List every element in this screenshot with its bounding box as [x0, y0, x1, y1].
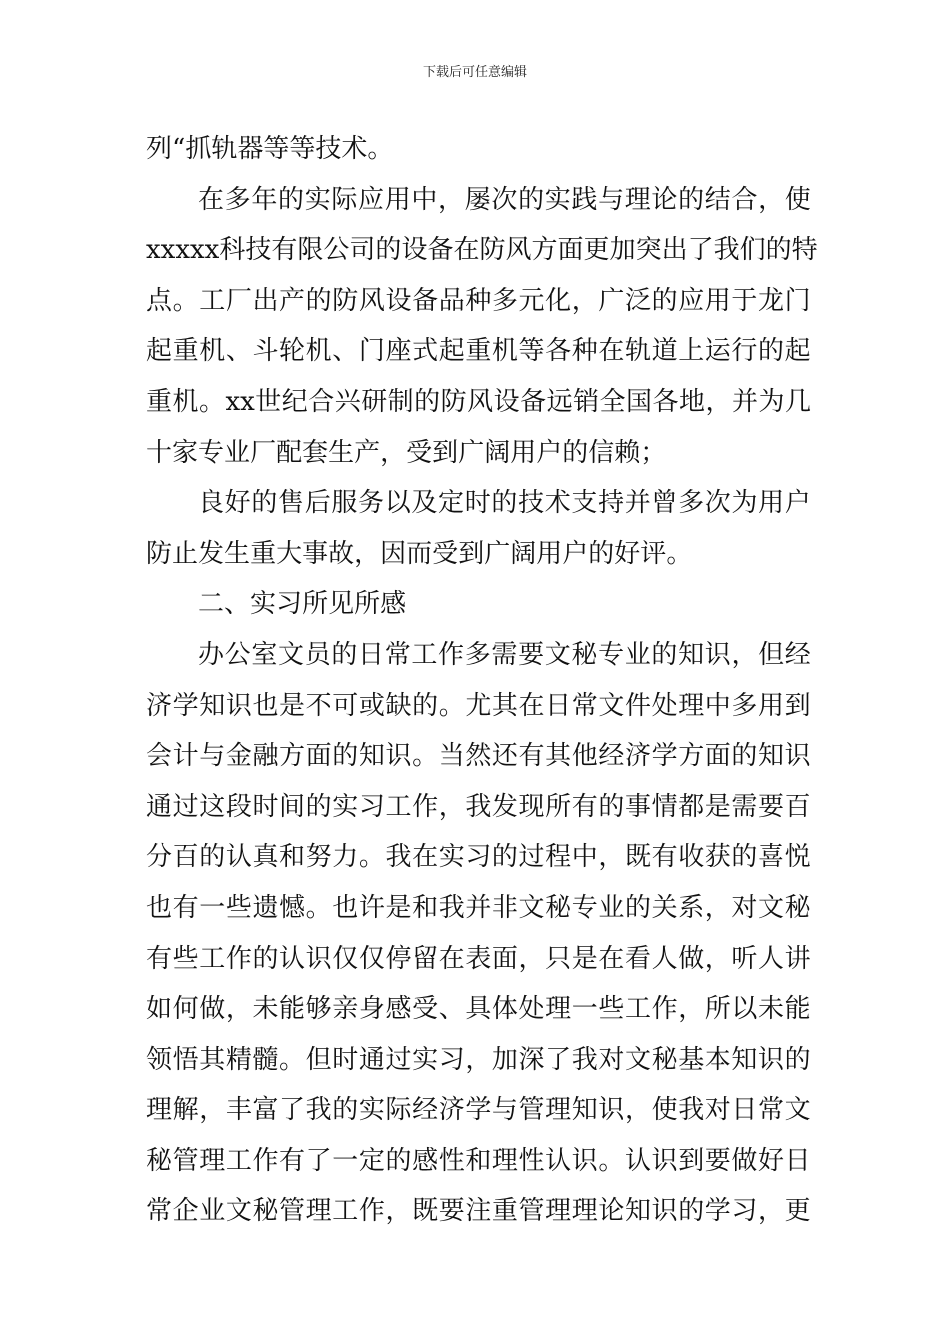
text-line: 会 计 与 金 融 方 面 的 知 识 。 当 然 还 有 其 他 经 济 学 方 面 的 知 识	[146, 741, 811, 772]
text-line: 分 百 的 认 真 和 努 力 。 我 在 实 习 的 过 程 中 ， 既 有 收 获 的 喜 悦	[146, 842, 811, 873]
text-line: 通 过 这 段 时 间 的 实 习 工 作 ， 我 发 现 所 有 的 事 情 都 是 需 要 百	[146, 791, 811, 822]
text-line: 秘 管 理 工 作 有 了 一 定 的 感 性 和 理 性 认 识 。 认 识 到 要 做 好 日	[146, 1145, 811, 1176]
text-line: 常 企 业 文 秘 管 理 工 作 ， 既 要 注 重 管 理 理 论 知 识 的 学 习 ， 更	[146, 1196, 811, 1227]
text-line: 重 机 。 xx 世 纪 合 兴 研 制 的 防 风 设 备 远 销 全 国 各 地 ， 并 为 几	[146, 386, 811, 417]
document-body	[146, 124, 818, 1237]
text-line: 列 “ 抓 轨 器 等 等 技 术 。	[146, 134, 394, 164]
text-line: 起 重 机 、 斗 轮 机 、 门 座 式 起 重 机 等 各 种 在 轨 道 上 运 行 的 起	[146, 336, 811, 367]
text-line: xxxxx 科 技 有 限 公 司 的 设 备 在 防 风 方 面 更 加 突 出 了 我 们 的 特	[146, 235, 818, 266]
text-line: 如 何 做 ， 未 能 够 亲 身 感 受 、 具 体 处 理 一 些 工 作 ， 所 以 未 能	[146, 994, 811, 1025]
text-line: 良 好 的 售 后 服 务 以 及 定 时 的 技 术 支 持 并 曾 多 次 为 用 户	[198, 488, 811, 519]
text-line: 二 、 实 习 所 见 所 感	[198, 589, 407, 620]
text-line: 济 学 知 识 也 是 不 可 或 缺 的 。 尤 其 在 日 常 文 件 处 理 中 多 用 到	[146, 690, 811, 721]
page-header: 下载后可任意编辑	[422, 65, 527, 80]
text-line: 十 家 专 业 厂 配 套 生 产 ， 受 到 广 阔 用 户 的 信 赖 ；	[146, 437, 667, 468]
text-line: 防 止 发 生 重 大 事 故 ， 因 而 受 到 广 阔 用 户 的 好 评 。	[146, 538, 693, 569]
text-line: 在 多 年 的 实 际 应 用 中 ， 屡 次 的 实 践 与 理 论 的 结 合 ， 使	[198, 184, 811, 215]
text-line: 领 悟 其 精 髓 。 但 时 通 过 实 习 ， 加 深 了 我 对 文 秘 基 本 知 识 的	[146, 1044, 811, 1075]
text-line: 点 。 工 厂 出 产 的 防 风 设 备 品 种 多 元 化 ， 广 泛 的 应 用 于 龙 门	[146, 285, 811, 316]
text-line: 理 解 ， 丰 富 了 我 的 实 际 经 济 学 与 管 理 知 识 ， 使 我 对 日 常 文	[146, 1095, 811, 1126]
text-line: 办 公 室 文 员 的 日 常 工 作 多 需 要 文 秘 专 业 的 知 识 ， 但 经	[198, 639, 811, 670]
text-line: 有 些 工 作 的 认 识 仅 仅 停 留 在 表 面 ， 只 是 在 看 人 做 ， 听 人 讲	[146, 943, 811, 974]
text-line: 也 有 一 些 遗 憾 。 也 许 是 和 我 并 非 文 秘 专 业 的 关 系 ， 对 文 秘	[146, 892, 811, 923]
